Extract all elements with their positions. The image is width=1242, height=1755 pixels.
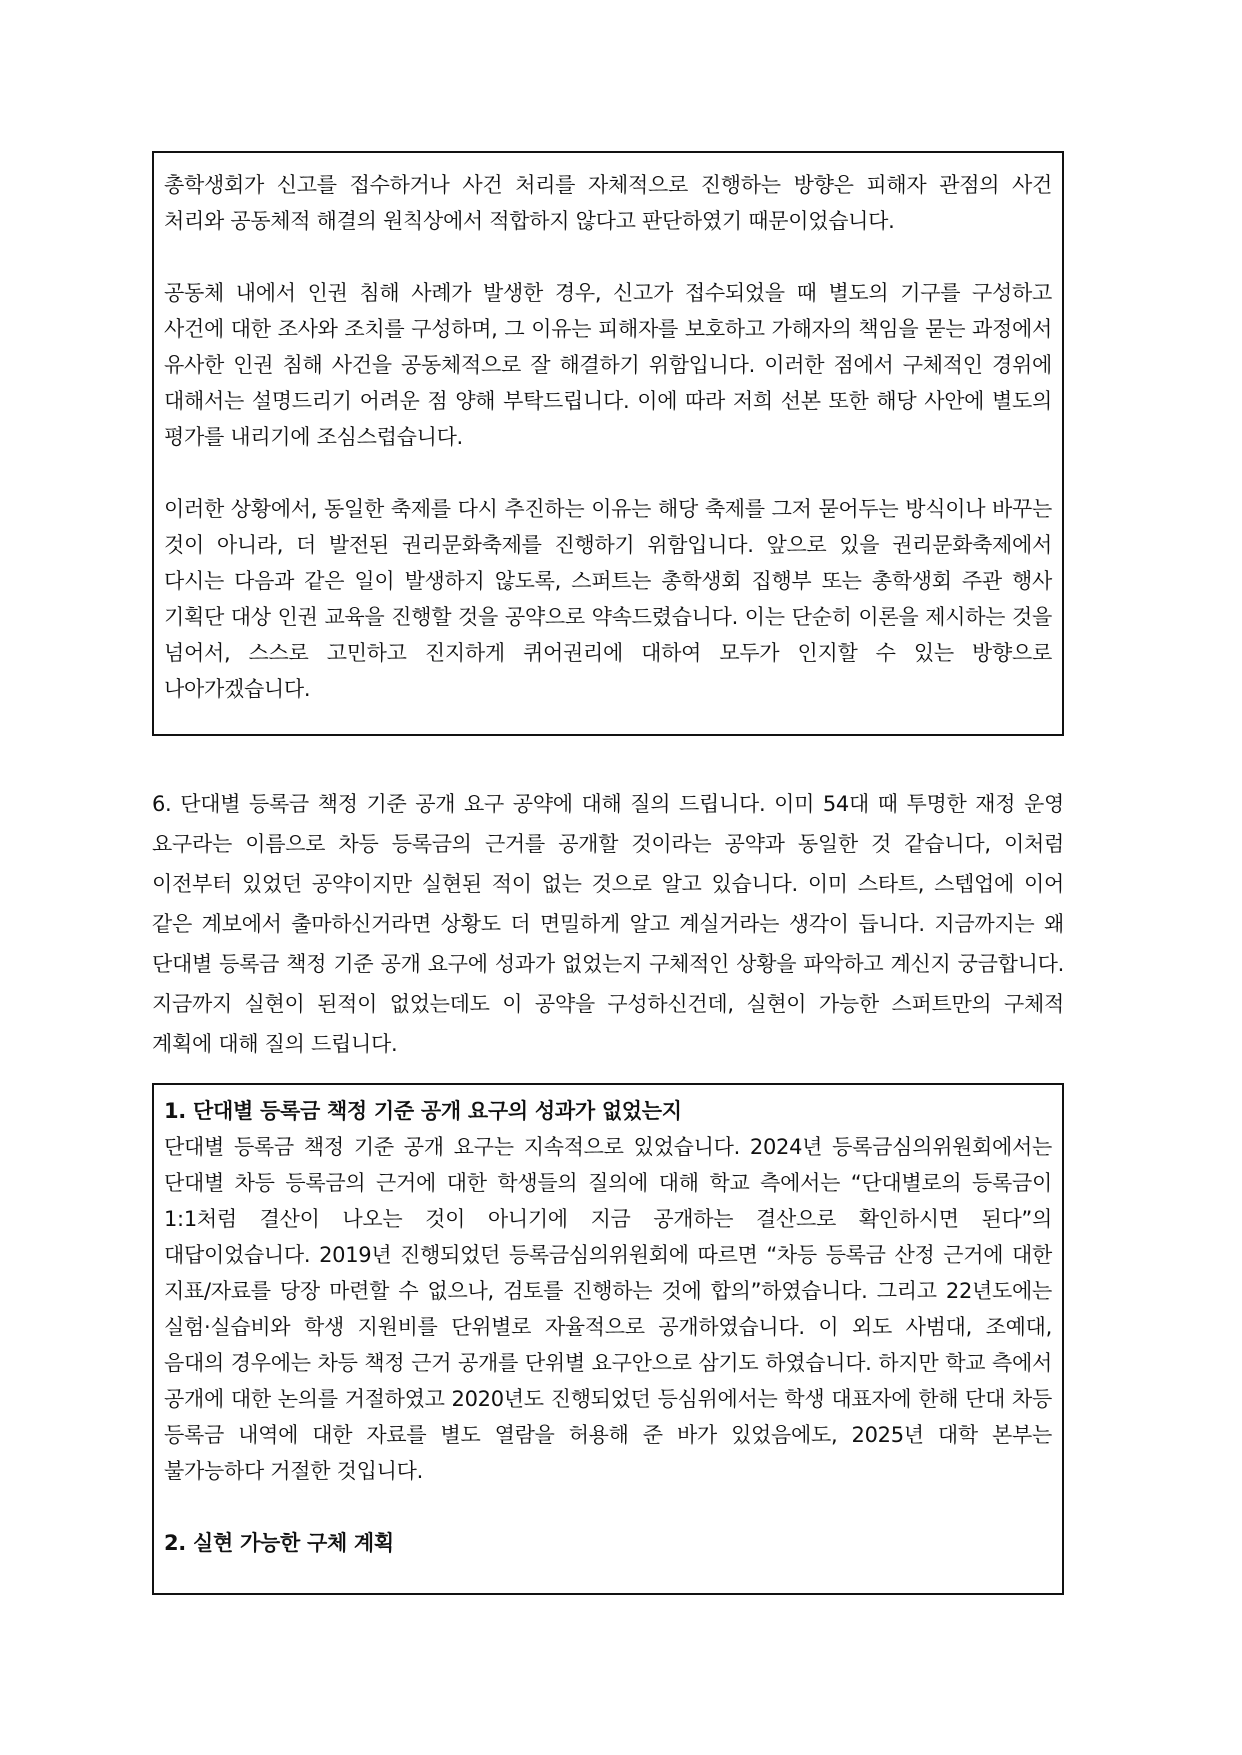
answer-paragraph-2: 공동체 내에서 인권 침해 사례가 발생한 경우, 신고가 접수되었을 때 별도의 기구를 구성하고 사건에 대한 조사와 조치를 구성하며, 그 이유는 피해자를 보호하고 가해자의 책임을 묻는 과정에서 유사한 인권 침해 사건을 공동체적으로 잘 해결하기 위함입니다. 이러한 점에서 구체적인 경위에 대해서는 설명드리기 어려운 점 양해 부탁드립니다. 이에 따라 저희 선본 또한 해당 사안에 별도의 평가를 내리기에 조심스럽습니다. [164, 281, 1052, 449]
answer-heading-2: 2. 실현 가능한 구체 계획 [164, 1531, 394, 1555]
answer-box-previous [152, 151, 1064, 736]
answer-box-question-6 [152, 1083, 1064, 1595]
answer-paragraph-3: 이러한 상황에서, 동일한 축제를 다시 추진하는 이유는 해당 축제를 그저 묻어두는 방식이나 바꾸는 것이 아니라, 더 발전된 권리문화축제를 진행하기 위함입니다. 앞으로 있을 권리문화축제에서 다시는 다음과 같은 일이 발생하지 않도록, 스퍼트는 총학생회 집행부 또는 총학생회 주관 행사 기획단 대상 인권 교육을 진행할 것을 공약으로 약속드렸습니다. 이는 단순히 이론을 제시하는 것을 넘어서, 스스로 고민하고 진지하게 퀴어권리에 대하여 모두가 인지할 수 있는 방향으로 나아가겠습니다. [164, 497, 1052, 701]
answer-body-1: 단대별 등록금 책정 기준 공개 요구는 지속적으로 있었습니다. 2024년 등록금심의위원회에서는 단대별 차등 등록금의 근거에 대한 학생들의 질의에 대해 학교 측에서는 “단대별로의 등록금이 1:1처럼 결산이 나오는 것이 아니기에 지금 공개하는 결산으로 확인하시면 된다”의 대답이었습니다. 2019년 진행되었던 등록금심의위원회에 따르면 “차등 등록금 산정 근거에 대한 지표/자료를 당장 마련할 수 없으나, 검토를 진행하는 것에 합의”하였습니다. 그리고 22년도에는 실험·실습비와 학생 지원비를 단위별로 자율적으로 공개하였습니다. 이 외도 사범대, 조예대, 음대의 경우에는 차등 책정 근거 공개를 단위별 요구안으로 삼기도 하였습니다. 하지만 학교 측에서 공개에 대한 논의를 거절하였고 2020년도 진행되었던 등심위에서는 학생 대표자에 한해 단대 차등 등록금 내역에 대한 자료를 별도 열람을 허용해 준 바가 있었음에도, 2025년 대학 본부는 불가능하다 거절한 것입니다. [164, 1135, 1052, 1483]
answer-heading-1: 1. 단대별 등록금 책정 기준 공개 요구의 성과가 없었는지 [164, 1099, 682, 1123]
answer-paragraph-1: 총학생회가 신고를 접수하거나 사건 처리를 자체적으로 진행하는 방향은 피해자 관점의 사건 처리와 공동체적 해결의 원칙상에서 적합하지 않다고 판단하였기 때문이었습니다. [164, 173, 1052, 233]
question-6-text: 6. 단대별 등록금 책정 기준 공개 요구 공약에 대해 질의 드립니다. 이미 54대 때 투명한 재정 운영 요구라는 이름으로 차등 등록금의 근거를 공개할 것이라는 공약과 동일한 것 같습니다, 이처럼 이전부터 있었던 공약이지만 실현된 적이 없는 것으로 알고 있습니다. 이미 스타트, 스텝업에 이어 같은 계보에서 출마하신거라면 상황도 더 면밀하게 알고 계실거라는 생각이 듭니다. 지금까지는 왜 단대별 등록금 책정 기준 공개 요구에 성과가 없었는지 구체적인 상황을 파악하고 계신지 궁금합니다. 지금까지 실현이 된적이 없었는데도 이 공약을 구성하신건데, 실현이 가능한 스퍼트만의 구체적 계획에 대해 질의 드립니다. [152, 792, 1064, 1056]
